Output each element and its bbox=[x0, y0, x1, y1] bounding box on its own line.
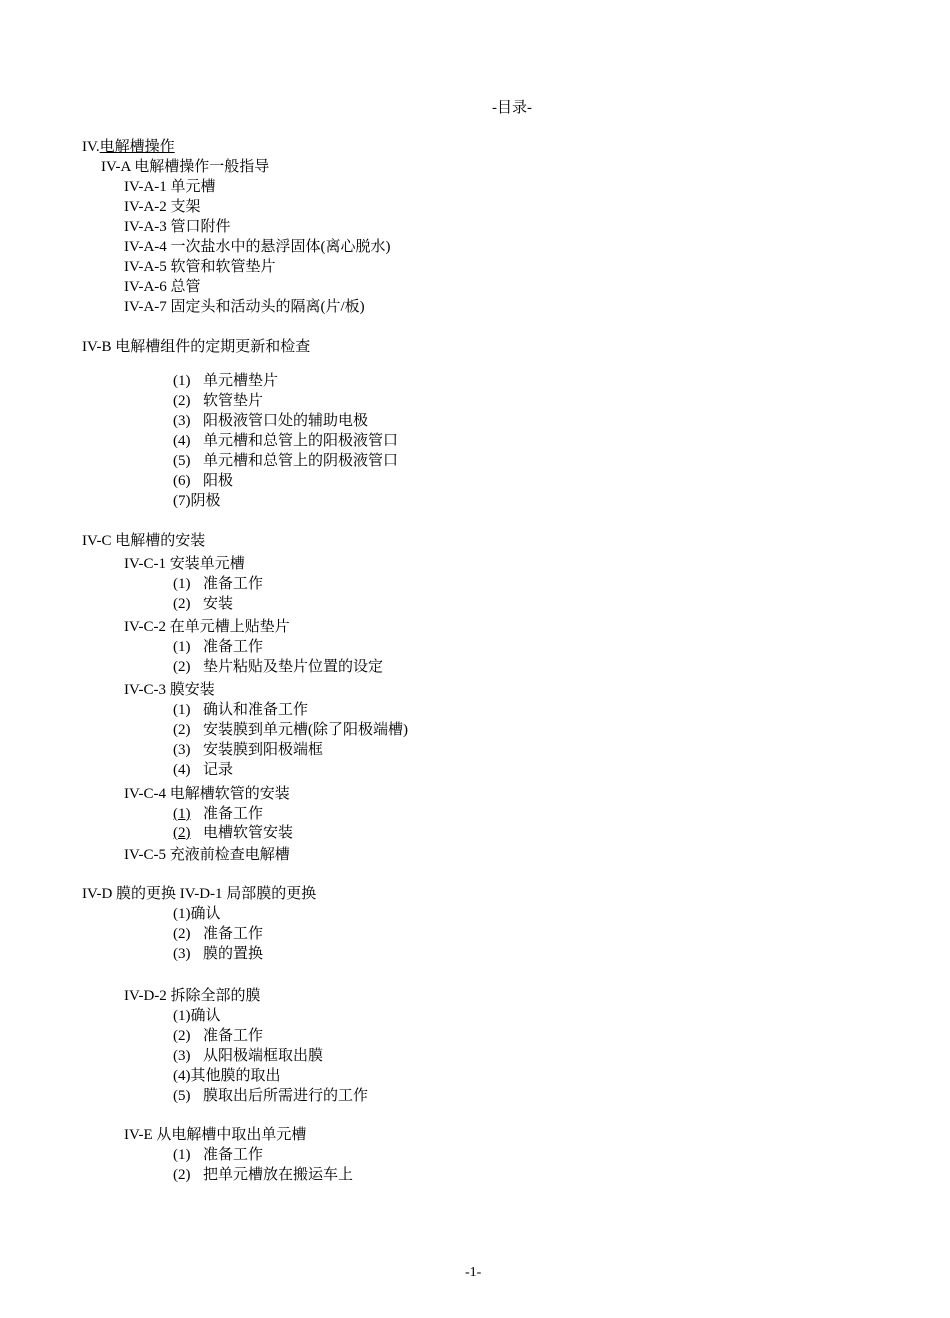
toc-heading-iv-d[interactable]: IV-D 膜的更换 IV-D-1 局部膜的更换 bbox=[82, 886, 317, 902]
toc-subitem[interactable]: (2) 软管垫片 bbox=[173, 393, 264, 409]
page-number: -1- bbox=[465, 1265, 482, 1280]
toc-subitem[interactable]: (4)其他膜的取出 bbox=[173, 1068, 281, 1084]
toc-subitem[interactable]: (5) 单元槽和总管上的阴极液管口 bbox=[173, 453, 399, 469]
toc-subitem[interactable]: (2) 安装 bbox=[173, 596, 234, 612]
toc-heading-iv-c-1[interactable]: IV-C-1 安装单元槽 bbox=[124, 556, 245, 572]
toc-heading-iv-e[interactable]: IV-E 从电解槽中取出单元槽 bbox=[124, 1127, 307, 1143]
toc-label: 电解槽操作 bbox=[99, 139, 175, 155]
toc-subitem[interactable]: (2) 垫片粘贴及垫片位置的设定 bbox=[173, 659, 384, 675]
toc-subitem[interactable]: (2) 电槽软管安装 bbox=[173, 825, 294, 841]
toc-subitem[interactable]: (4) 单元槽和总管上的阳极液管口 bbox=[173, 433, 399, 449]
toc-subitem[interactable]: (1) 确认和准备工作 bbox=[173, 702, 309, 718]
page-title: -目录- bbox=[492, 100, 532, 116]
toc-item[interactable]: IV-A-1 单元槽 bbox=[124, 179, 216, 195]
toc-heading-iv-c-4[interactable]: IV-C-4 电解槽软管的安装 bbox=[124, 786, 290, 802]
toc-subitem[interactable]: (1) 准备工作 bbox=[173, 639, 264, 655]
toc-subitem[interactable]: (2) 把单元槽放在搬运车上 bbox=[173, 1167, 354, 1183]
toc-heading-iv-b[interactable]: IV-B 电解槽组件的定期更新和检查 bbox=[82, 339, 311, 355]
toc-subitem[interactable]: (3) 膜的置换 bbox=[173, 946, 264, 962]
toc-subitem[interactable]: (3) 从阳极端框取出膜 bbox=[173, 1048, 324, 1064]
toc-item[interactable]: IV-A-7 固定头和活动头的隔离(片/板) bbox=[124, 299, 365, 315]
toc-item[interactable]: IV-A-2 支架 bbox=[124, 199, 201, 215]
toc-subitem[interactable]: (3) 阳极液管口处的辅助电极 bbox=[173, 413, 369, 429]
toc-item[interactable]: IV-A-5 软管和软管垫片 bbox=[124, 259, 276, 275]
toc-subitem[interactable]: (1) 准备工作 bbox=[173, 1147, 264, 1163]
toc-item[interactable]: IV-A-4 一次盐水中的悬浮固体(离心脱水) bbox=[124, 239, 391, 255]
toc-subitem[interactable]: (1) 准备工作 bbox=[173, 576, 264, 592]
toc-heading-iv-c-3[interactable]: IV-C-3 膜安装 bbox=[124, 682, 215, 698]
toc-heading-iv-a[interactable]: IV-A 电解槽操作一般指导 bbox=[101, 159, 270, 175]
toc-subitem[interactable]: (2) 安装膜到单元槽(除了阳极端槽) bbox=[173, 722, 408, 738]
toc-section-iv[interactable] bbox=[82, 138, 175, 156]
toc-subitem[interactable]: (7)阴极 bbox=[173, 493, 221, 509]
toc-heading-iv-c[interactable]: IV-C 电解槽的安装 bbox=[82, 533, 206, 549]
toc-subitem[interactable]: (5) 膜取出后所需进行的工作 bbox=[173, 1088, 369, 1104]
toc-subitem[interactable]: (4) 记录 bbox=[173, 762, 234, 778]
toc-subitem[interactable]: (1) 单元槽垫片 bbox=[173, 373, 279, 389]
toc-item[interactable]: IV-A-3 管口附件 bbox=[124, 219, 231, 235]
toc-subitem[interactable]: (2) 准备工作 bbox=[173, 926, 264, 942]
toc-subitem[interactable]: (6) 阳极 bbox=[173, 473, 234, 489]
toc-subitem[interactable]: (1) 准备工作 bbox=[173, 806, 264, 822]
toc-heading-iv-c-2[interactable]: IV-C-2 在单元槽上贴垫片 bbox=[124, 619, 290, 635]
toc-prefix: IV. bbox=[82, 139, 100, 155]
toc-heading-iv-c-5[interactable]: IV-C-5 充液前检查电解槽 bbox=[124, 847, 290, 863]
toc-subitem[interactable]: (3) 安装膜到阳极端框 bbox=[173, 742, 324, 758]
toc-subitem[interactable]: (2) 准备工作 bbox=[173, 1028, 264, 1044]
toc-subitem[interactable]: (1)确认 bbox=[173, 1008, 221, 1024]
toc-item[interactable]: IV-A-6 总管 bbox=[124, 279, 201, 295]
toc-heading-iv-d-2[interactable]: IV-D-2 拆除全部的膜 bbox=[124, 988, 261, 1004]
toc-subitem[interactable]: (1)确认 bbox=[173, 906, 221, 922]
